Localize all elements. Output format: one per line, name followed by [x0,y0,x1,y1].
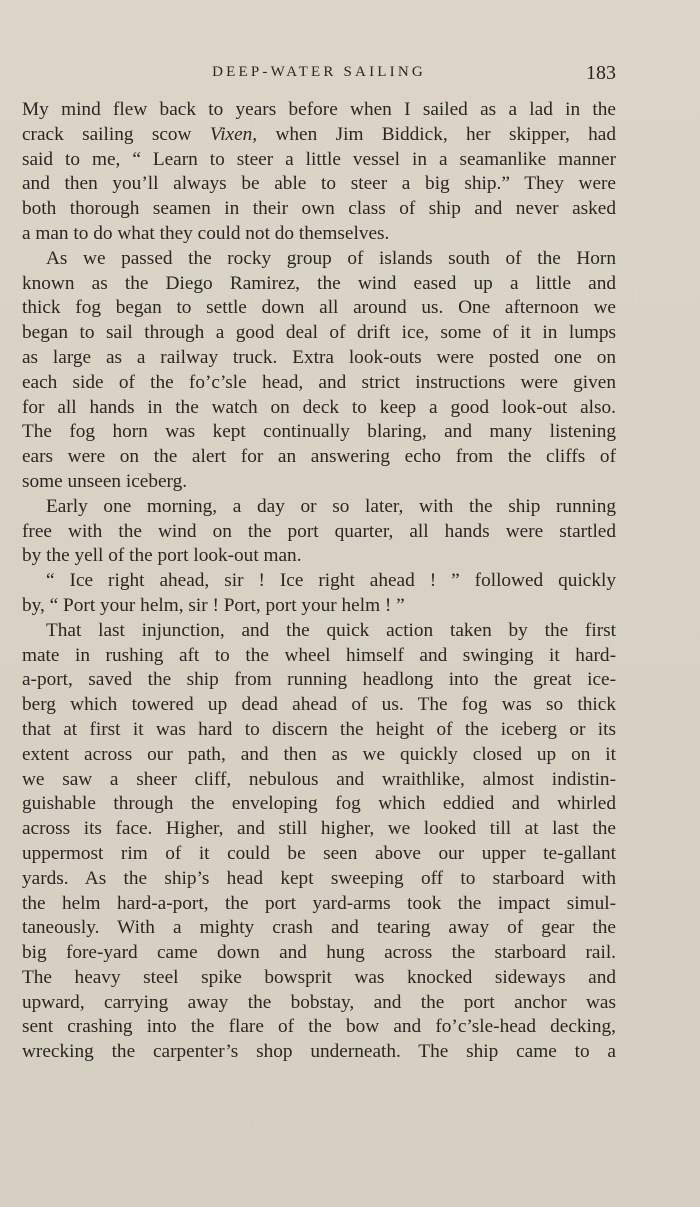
text-line: That last injunction, and the quick action taken by the first [46,619,616,641]
text-line: each side of the fo’c’sle head, and strict instructions were given [22,371,616,393]
text-line: uppermost rim of it could be seen above our upper te-gallant [22,842,616,864]
text-line: sent crashing into the flare of the bow and fo’c’sle-head decking, [22,1016,616,1038]
text-line: mate in rushing aft to the wheel himself and swinging it hard- [22,644,616,666]
text-line: across its face. Higher, and still higher, we looked till at last the [22,818,616,840]
text-line: some unseen iceberg. [22,470,188,492]
running-head [22,62,616,90]
text-line: thick fog began to settle down all around us. One afternoon we [22,297,616,319]
text-line: as large as a railway truck. Extra look-outs were posted one on [22,346,616,368]
ship-name: Vixen, [209,123,258,145]
text-line: for all hands in the watch on deck to keep a good look-out also. [22,396,616,418]
text-line: guishable through the enveloping fog which eddied and whirled [22,793,616,815]
text-segment: crack sailing scow [22,123,210,145]
text-line: a-port, saved the ship from running headlong into the great ice- [22,669,616,691]
text-line: The fog horn was kept continually blaring, and many listening [22,421,616,443]
text-line: the helm hard-a-port, the port yard-arms took the impact simul- [22,892,616,914]
text-line: wrecking the carpenter’s shop underneath. The ship came to a [22,1041,616,1063]
text-line: free with the wind on the port quarter, all hands were startled [22,520,616,542]
text-line: and then you’ll always be able to steer a big ship.” They were [22,173,616,195]
text-segment: when Jim Biddick, her skipper, had [257,123,616,145]
text-line: a man to do what they could not do themselves. [22,222,390,244]
text-line: “ Ice right ahead, sir ! Ice right ahead ! ” followed quickly [46,570,616,592]
text-line: by the yell of the port look-out man. [22,545,302,567]
text-line: that at first it was hard to discern the height of the iceberg or its [22,718,616,740]
running-title: DEEP-WATER SAILING [212,64,426,80]
text-line: known as the Diego Ramirez, the wind eased up a little and [22,272,616,294]
text-line [22,123,616,148]
text-line: began to sail through a good deal of drift ice, some of it in lumps [22,322,616,344]
text-line: berg which towered up dead ahead of us. The fog was so thick [22,694,616,716]
text-line: big fore-yard came down and hung across the starboard rail. [22,942,616,964]
text-line: Early one morning, a day or so later, with the ship running [46,495,616,517]
text-line: My mind flew back to years before when I sailed as a lad in the [22,99,616,120]
text-line: said to me, “ Learn to steer a little vessel in a seamanlike manner [22,148,616,170]
page-number: 183 [586,62,616,84]
text-line: taneously. With a mighty crash and tearing away of gear the [22,917,616,939]
text-line: yards. As the ship’s head kept sweeping off to starboard with [22,867,616,889]
text-line: The heavy steel spike bowsprit was knocked sideways and [22,966,616,988]
text-line: extent across our path, and then as we quickly closed up on it [22,743,616,765]
body-text [22,98,616,1065]
text-line: both thorough seamen in their own class of ship and never asked [22,198,616,220]
text-line: ears were on the alert for an answering echo from the cliffs of [22,446,616,468]
text-line: As we passed the rocky group of islands south of the Horn [46,247,616,269]
text-line: we saw a sheer cliff, nebulous and wraithlike, almost indistin- [22,768,616,790]
text-line: by, “ Port your helm, sir ! Port, port your helm ! ” [22,594,405,616]
text-line: upward, carrying away the bobstay, and the port anchor was [22,991,616,1013]
